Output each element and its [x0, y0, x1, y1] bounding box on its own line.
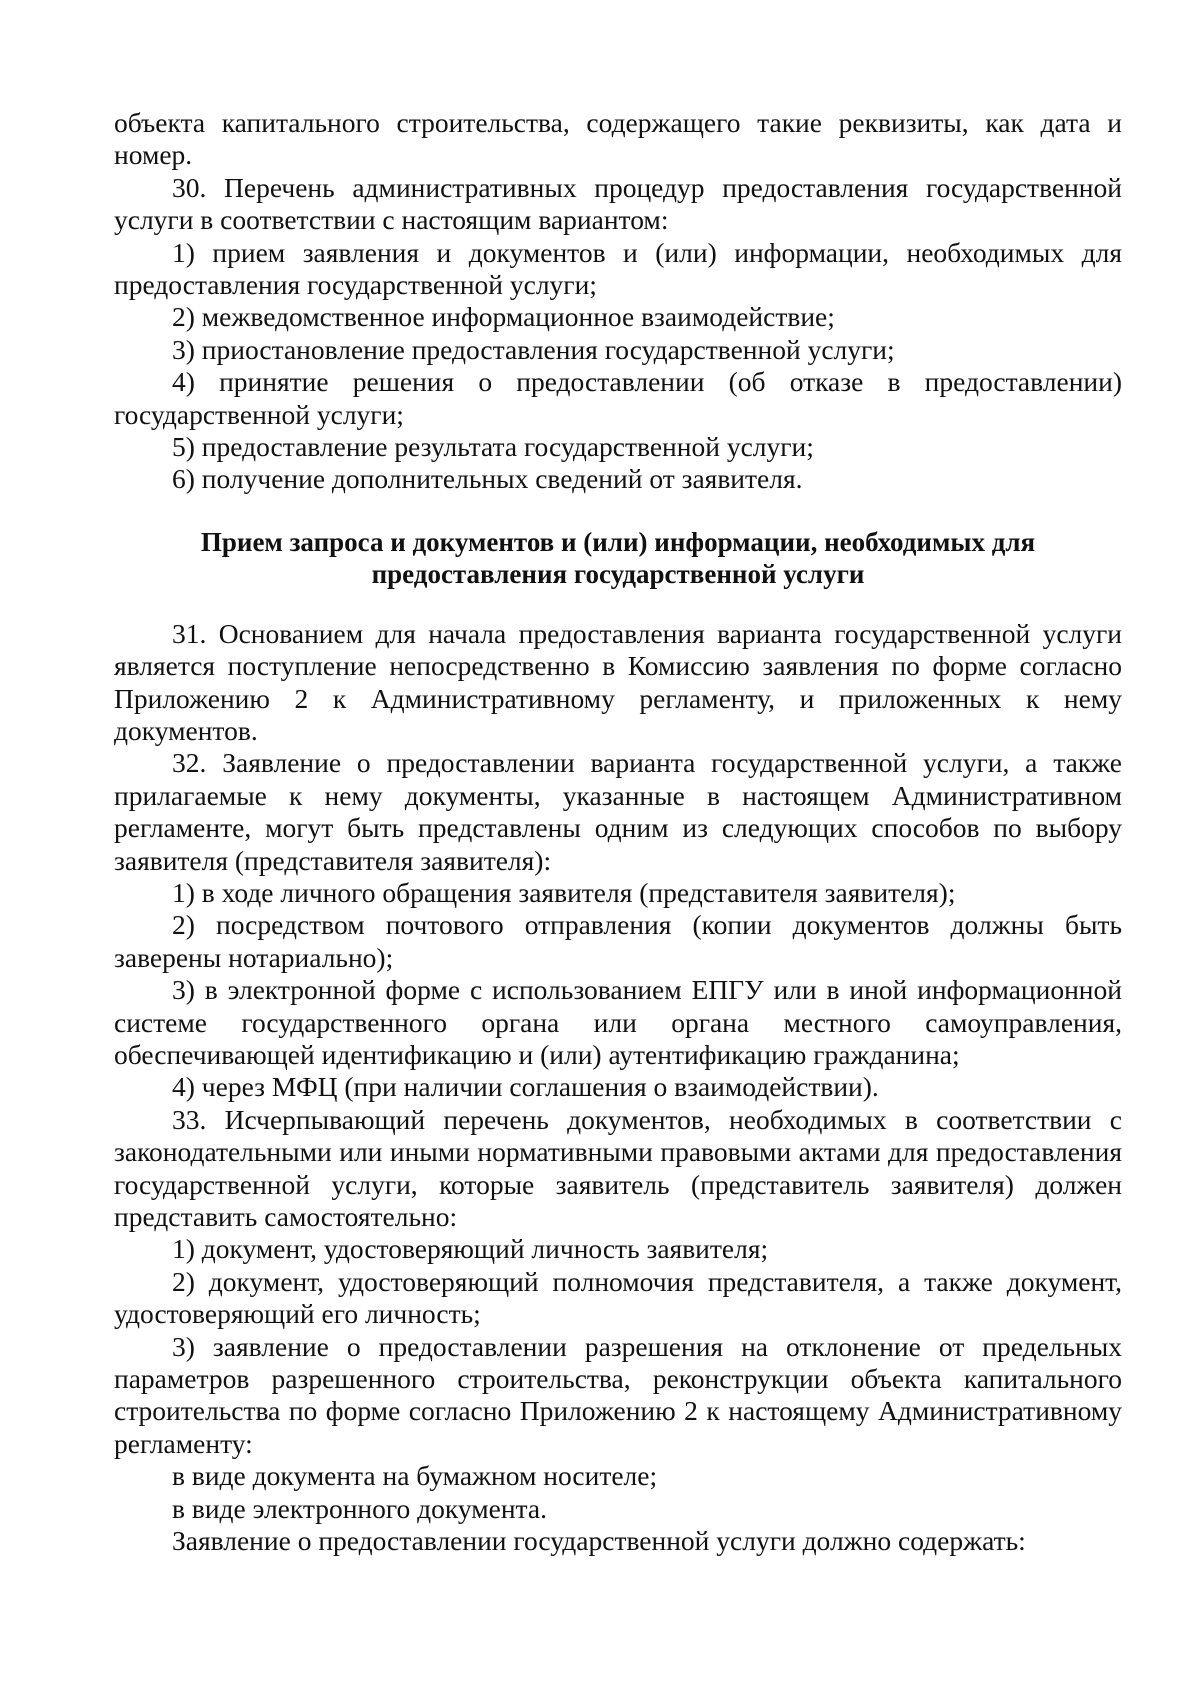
- list-item: в виде электронного документа.: [172, 1492, 547, 1524]
- list-item: 5) предоставление результата государственной услуги;: [172, 431, 814, 463]
- paragraph-item-30: 30. Перечень административных процедур предоставления государственной услуги в соответствии с настоящим вариантом:: [114, 171, 1122, 236]
- list-item: 6) получение дополнительных сведений от заявителя.: [172, 463, 803, 495]
- list-item: 4) через МФЦ (при наличии соглашения о взаимодействии).: [172, 1071, 879, 1103]
- paragraph-item-31: 31. Основанием для начала предоставления варианта государственной услуги является поступление непосредственно в Комиссию заявления по форме согласно Приложению 2 к Административному регламенту, и приложенных к нему документов.: [114, 617, 1122, 746]
- list-item: 4) принятие решения о предоставлении (об отказе в предоставлении) государственной услуги;: [114, 366, 1122, 430]
- list-item: 1) документ, удостоверяющий личность заявителя;: [172, 1233, 769, 1265]
- list-item: 3) в электронной форме с использованием ЕПГУ или в иной информационной системе государственного органа или органа местного самоуправления, обеспечивающей идентификацию и (или) аутентификацию гражданина;: [114, 974, 1122, 1070]
- list-item: в виде документа на бумажном носителе;: [172, 1460, 658, 1492]
- list-item: 2) документ, удостоверяющий полномочия представителя, а также документ, удостоверяющий его личность;: [114, 1265, 1122, 1330]
- paragraph-application-contents: Заявление о предоставлении государственной услуги должно содержать:: [172, 1525, 1026, 1557]
- paragraph-item-32: 32. Заявление о предоставлении варианта государственной услуги, а также прилагаемые к нему документы, указанные в настоящем Административном регламенте, могут быть представлены одним из следующих способов по выбору заявителя (представителя заявителя):: [114, 747, 1122, 876]
- list-item: 2) посредством почтового отправления (копии документов должны быть заверены нотариально);: [114, 909, 1122, 973]
- list-item: 1) в ходе личного обращения заявителя (представителя заявителя);: [172, 876, 956, 908]
- list-item: 1) прием заявления и документов и (или) информации, необходимых для предоставления государственной услуги;: [114, 236, 1122, 301]
- list-item: 3) заявление о предоставлении разрешения на отклонение от предельных параметров разрешенного строительства, реконструкции объекта капитального строительства по форме согласно Приложению 2 к настоящему Административному регламенту:: [114, 1330, 1122, 1459]
- paragraph-item-33: 33. Исчерпывающий перечень документов, необходимых в соответствии с законодательными или иными нормативными правовыми актами для предоставления государственной услуги, которые заявитель (представитель заявителя) должен представить самостоятельно:: [114, 1103, 1122, 1232]
- section-heading: Прием запроса и документов и (или) информации, необходимых для предоставления государственной услуги: [200, 526, 1036, 590]
- list-item: 2) межведомственное информационное взаимодействие;: [172, 301, 835, 333]
- list-item: 3) приостановление предоставления государственной услуги;: [172, 333, 895, 365]
- paragraph-continuation: объекта капитального строительства, содержащего такие реквизиты, как дата и номер.: [114, 107, 1122, 171]
